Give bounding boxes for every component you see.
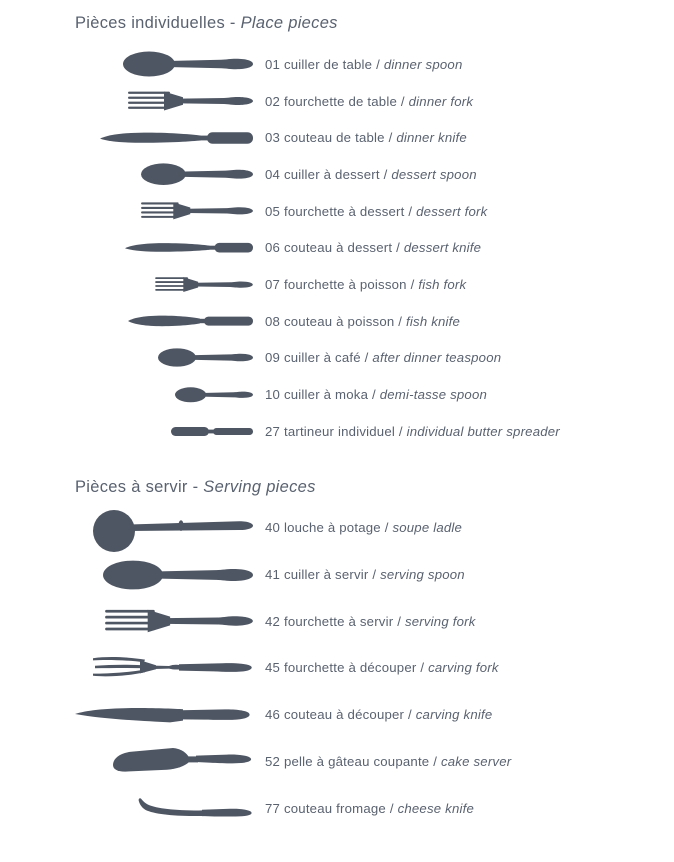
item-code: 02 bbox=[265, 93, 281, 109]
item-label bbox=[265, 707, 492, 722]
item-label bbox=[265, 57, 462, 72]
item-name-fr: louche à potage bbox=[283, 520, 381, 536]
serving-pieces-list bbox=[75, 505, 674, 832]
separator: / bbox=[388, 130, 393, 146]
row-teaspoon bbox=[75, 340, 674, 377]
separator: / bbox=[398, 313, 403, 329]
item-name-en: individual butter spreader bbox=[406, 423, 560, 439]
dinner-knife-icon bbox=[75, 130, 253, 146]
item-label bbox=[265, 520, 462, 535]
item-code: 46 bbox=[265, 707, 281, 723]
row-dinner-knife bbox=[75, 119, 674, 156]
separator: / bbox=[433, 753, 438, 769]
dessert-fork-icon bbox=[75, 201, 253, 221]
item-code: 09 bbox=[265, 350, 281, 366]
item-name-en: serving fork bbox=[404, 613, 476, 629]
item-code: 52 bbox=[265, 753, 281, 769]
row-serving-spoon bbox=[75, 551, 674, 598]
item-name-en: dessert spoon bbox=[391, 166, 477, 182]
row-fish-knife bbox=[75, 303, 674, 340]
row-carving-knife bbox=[75, 691, 674, 738]
row-dessert-fork bbox=[75, 193, 674, 230]
item-name-en: after dinner teaspoon bbox=[372, 350, 502, 366]
cake-server-icon bbox=[75, 745, 253, 777]
item-name-en: cheese knife bbox=[397, 800, 475, 816]
item-code: 42 bbox=[265, 613, 281, 629]
row-dessert-knife bbox=[75, 229, 674, 266]
cheese-knife-icon bbox=[75, 798, 253, 818]
section-title-serving-pieces bbox=[75, 476, 674, 498]
item-name-fr: cuiller de table bbox=[283, 56, 373, 72]
item-label bbox=[265, 94, 473, 109]
item-name-fr: fourchette à servir bbox=[283, 613, 394, 629]
item-name-fr: cuiller à café bbox=[283, 350, 361, 366]
item-name-en: dinner spoon bbox=[383, 56, 463, 72]
item-name-en: fish knife bbox=[406, 313, 461, 329]
row-dinner-fork bbox=[75, 83, 674, 120]
section-title-fr: Pièces individuelles bbox=[75, 14, 225, 32]
separator: / bbox=[408, 707, 412, 723]
item-label bbox=[265, 387, 487, 402]
separator: / bbox=[396, 240, 400, 256]
item-name-fr: fourchette à dessert bbox=[283, 203, 405, 219]
item-code: 77 bbox=[265, 800, 281, 816]
demi-tasse-spoon-icon bbox=[75, 387, 253, 403]
item-label bbox=[265, 130, 467, 145]
separator: / bbox=[400, 93, 405, 109]
item-code: 01 bbox=[265, 56, 281, 72]
item-name-fr: couteau à dessert bbox=[283, 240, 393, 256]
separator: / bbox=[376, 56, 380, 72]
dinner-spoon-icon bbox=[75, 51, 253, 77]
separator: / bbox=[371, 387, 376, 403]
item-label bbox=[265, 801, 474, 816]
row-cake-server bbox=[75, 738, 674, 785]
separator: / bbox=[364, 350, 369, 366]
title-dash: - bbox=[229, 14, 236, 32]
item-name-fr: couteau fromage bbox=[283, 800, 386, 816]
carving-fork-icon bbox=[75, 655, 253, 681]
row-cheese-knife bbox=[75, 785, 674, 832]
separator: / bbox=[398, 423, 403, 439]
item-label bbox=[265, 660, 499, 675]
item-name-en: carving knife bbox=[415, 707, 493, 723]
row-serving-fork bbox=[75, 598, 674, 645]
item-code: 04 bbox=[265, 166, 281, 182]
dessert-knife-icon bbox=[75, 241, 253, 254]
item-name-fr: fourchette de table bbox=[283, 93, 397, 109]
separator: / bbox=[420, 660, 425, 676]
item-code: 06 bbox=[265, 240, 281, 256]
separator: / bbox=[408, 203, 413, 219]
item-name-en: dinner knife bbox=[396, 130, 467, 146]
separator: / bbox=[383, 166, 388, 182]
item-label bbox=[265, 424, 560, 439]
item-code: 41 bbox=[265, 567, 281, 583]
item-name-fr: couteau de table bbox=[283, 130, 385, 146]
item-code: 45 bbox=[265, 660, 281, 676]
item-code: 27 bbox=[265, 423, 281, 439]
item-name-en: serving spoon bbox=[380, 567, 465, 583]
row-butter-spreader bbox=[75, 413, 674, 450]
section-title-place-pieces bbox=[75, 12, 674, 34]
fish-fork-icon bbox=[75, 276, 253, 293]
item-label bbox=[265, 567, 465, 582]
item-label bbox=[265, 240, 481, 255]
item-name-en: dessert fork bbox=[416, 203, 488, 219]
row-fish-fork bbox=[75, 266, 674, 303]
item-label bbox=[265, 277, 466, 292]
item-name-fr: fourchette à poisson bbox=[283, 276, 407, 292]
item-code: 03 bbox=[265, 130, 281, 146]
item-name-en: carving fork bbox=[428, 660, 499, 676]
item-name-fr: couteau à poisson bbox=[283, 313, 395, 329]
carving-knife-icon bbox=[75, 704, 253, 726]
serving-fork-icon bbox=[75, 608, 253, 634]
item-label bbox=[265, 167, 477, 182]
separator: / bbox=[384, 520, 389, 536]
soup-ladle-icon bbox=[75, 504, 253, 552]
item-label bbox=[265, 754, 511, 769]
item-label bbox=[265, 204, 487, 219]
place-pieces-list bbox=[75, 46, 674, 450]
dinner-fork-icon bbox=[75, 90, 253, 112]
separator: / bbox=[410, 276, 415, 292]
row-dessert-spoon bbox=[75, 156, 674, 193]
row-demi-tasse-spoon bbox=[75, 376, 674, 413]
separator: / bbox=[372, 567, 377, 583]
item-code: 05 bbox=[265, 203, 281, 219]
item-name-fr: cuiller à dessert bbox=[283, 166, 380, 182]
item-name-en: dinner fork bbox=[408, 93, 474, 109]
item-name-fr: tartineur individuel bbox=[283, 423, 395, 439]
item-name-en: soupe ladle bbox=[392, 520, 463, 536]
section-title-fr: Pièces à servir bbox=[75, 477, 188, 496]
dessert-spoon-icon bbox=[75, 163, 253, 185]
title-dash: - bbox=[192, 477, 199, 496]
item-name-en: demi-tasse spoon bbox=[379, 387, 488, 403]
row-carving-fork bbox=[75, 645, 674, 692]
item-name-fr: pelle à gâteau coupante bbox=[283, 753, 430, 769]
item-label bbox=[265, 350, 501, 365]
item-label bbox=[265, 614, 476, 629]
item-name-en: dessert knife bbox=[403, 240, 482, 256]
section-title-en: Serving pieces bbox=[203, 477, 316, 496]
section-title-en: Place pieces bbox=[240, 14, 338, 32]
item-label bbox=[265, 314, 460, 329]
item-name-fr: cuiller à moka bbox=[283, 387, 369, 403]
item-name-en: cake server bbox=[440, 753, 512, 769]
item-name-fr: couteau à découper bbox=[283, 707, 405, 723]
fish-knife-icon bbox=[75, 314, 253, 328]
row-dinner-spoon bbox=[75, 46, 674, 83]
separator: / bbox=[389, 800, 394, 816]
serving-spoon-icon bbox=[75, 560, 253, 590]
row-soup-ladle bbox=[75, 505, 674, 552]
item-name-fr: fourchette à découper bbox=[283, 660, 417, 676]
butter-spreader-icon bbox=[75, 426, 253, 437]
item-name-en: fish fork bbox=[418, 276, 467, 292]
item-code: 08 bbox=[265, 313, 281, 329]
item-code: 07 bbox=[265, 276, 281, 292]
separator: / bbox=[397, 613, 402, 629]
item-name-fr: cuiller à servir bbox=[283, 567, 369, 583]
teaspoon-icon bbox=[75, 348, 253, 367]
item-code: 10 bbox=[265, 387, 281, 403]
item-code: 40 bbox=[265, 520, 281, 536]
